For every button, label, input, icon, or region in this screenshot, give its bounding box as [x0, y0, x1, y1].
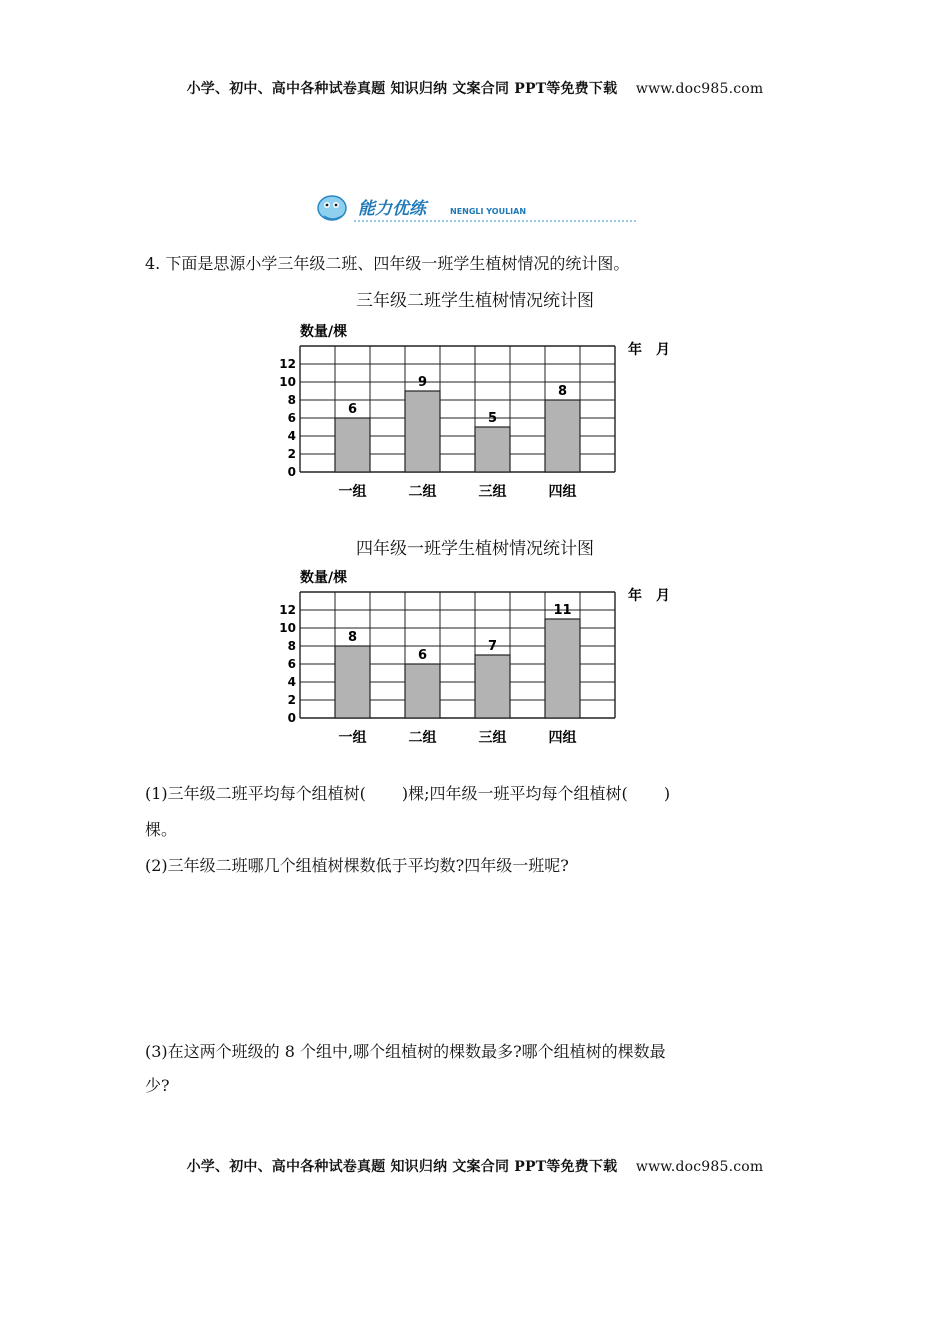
question-part3-cont: 少?: [145, 1076, 170, 1095]
chart2-category-label: 三组: [478, 730, 507, 746]
chart2-value-label: 7: [487, 639, 498, 654]
chart1-value-label: 8: [557, 384, 568, 399]
chart2-category-label: 一组: [338, 730, 367, 746]
chart2-ytick: 12: [279, 603, 296, 617]
chart1-value-label: 6: [347, 402, 358, 417]
chart1-bar: [405, 391, 440, 472]
chart2-ytick: 6: [287, 657, 296, 671]
chart2-bar: [475, 655, 510, 718]
chart2-bar: [545, 619, 580, 718]
chart2-ytick: 4: [287, 675, 296, 689]
chart2: [270, 564, 690, 754]
q1-text-a: (1)三年级二班平均每个组植树(: [145, 784, 366, 803]
chart1-title: 三年级二班学生植树情况统计图: [356, 291, 594, 311]
chart2-ytick: 0: [287, 711, 296, 725]
chart1-category-label: 四组: [548, 484, 577, 500]
chart2-category-label: 四组: [548, 730, 577, 746]
chart1-ytick: 10: [279, 375, 296, 389]
chart2-date-label: 年 月: [628, 588, 670, 604]
q1-text-c: ): [663, 784, 671, 803]
chart1-category-label: 二组: [408, 484, 437, 500]
chart2-title: 四年级一班学生植树情况统计图: [356, 539, 594, 559]
chart1-date-label: 年 月: [628, 342, 670, 358]
chart1-value-label: 5: [487, 411, 498, 426]
chart2-value-label: 11: [553, 603, 572, 618]
page-header: [0, 78, 950, 98]
chart1-bar: [475, 427, 510, 472]
chart1: [270, 318, 690, 508]
chart1-category-label: 三组: [478, 484, 507, 500]
chart2-value-label: 6: [417, 648, 428, 663]
chart1-ytick: 12: [279, 357, 296, 371]
chart1-bar: [335, 418, 370, 472]
header-text: 小学、初中、高中各种试卷真题 知识归纳 文案合同 PPT等免费下载: [186, 81, 618, 97]
chart1-bar: [545, 400, 580, 472]
chart1-ytick: 0: [287, 465, 296, 479]
q1-text-b: )棵;四年级一班平均每个组植树(: [401, 784, 628, 803]
q1-text-d: 棵。: [145, 820, 178, 839]
chart1-value-label: 9: [417, 375, 428, 390]
chart1-ytick: 8: [287, 393, 296, 407]
badge-subtitle: NENGLI YOULIAN: [450, 207, 527, 216]
header-site[interactable]: www.doc985.com: [635, 81, 764, 97]
chart1-ytick: 4: [287, 429, 296, 443]
question-part3: (3)在这两个班级的 8 个组中,哪个组植树的棵数最多?哪个组植树的棵数最: [145, 1042, 666, 1061]
chart2-ytick: 10: [279, 621, 296, 635]
chart2-ytick: 2: [287, 693, 296, 707]
chart1-category-label: 一组: [338, 484, 367, 500]
chart1-ylabel: 数量/棵: [300, 324, 348, 340]
chart2-value-label: 8: [347, 630, 358, 645]
mascot-icon: [318, 196, 346, 220]
question-part2: (2)三年级二班哪几个组植树棵数低于平均数?四年级一班呢?: [145, 856, 569, 875]
page-footer: [0, 1156, 950, 1176]
chart1-ytick: 6: [287, 411, 296, 425]
chart2-category-label: 二组: [408, 730, 437, 746]
chart2-ytick: 8: [287, 639, 296, 653]
footer-text: 小学、初中、高中各种试卷真题 知识归纳 文案合同 PPT等免费下载: [186, 1159, 618, 1175]
chart2-bar: [405, 664, 440, 718]
chart1-ytick: 2: [287, 447, 296, 461]
chart2-ylabel: 数量/棵: [300, 570, 348, 586]
section-badge: [310, 186, 640, 226]
badge-title: 能力优练: [358, 199, 426, 219]
question-part1: [145, 782, 670, 806]
chart2-bar: [335, 646, 370, 718]
question-intro: 4. 下面是思源小学三年级二班、四年级一班学生植树情况的统计图。: [145, 254, 630, 273]
footer-site[interactable]: www.doc985.com: [635, 1159, 764, 1175]
